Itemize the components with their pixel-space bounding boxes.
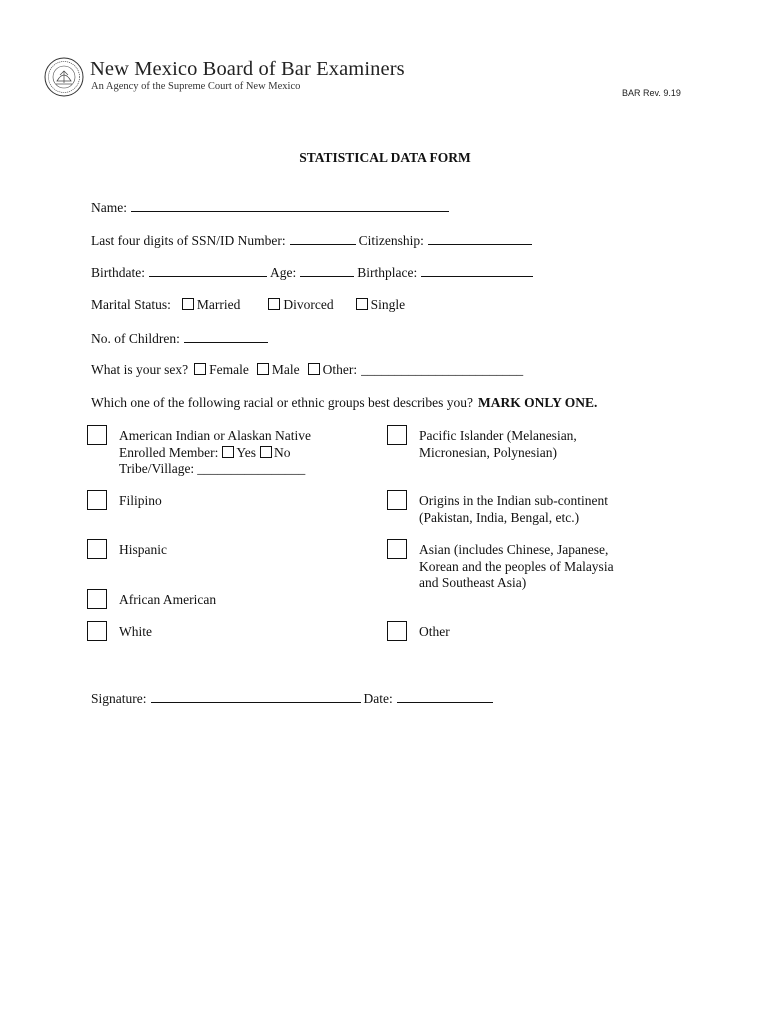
- enrolled-yes-label: Yes: [236, 444, 257, 460]
- race-instruction: MARK ONLY ONE.: [478, 395, 598, 410]
- ssn-row: [91, 232, 535, 249]
- org-subtitle: An Agency of the Supreme Court of New Mexico: [91, 81, 301, 92]
- race-question: Which one of the following racial or ethnic groups best describes you?: [91, 395, 474, 410]
- asian-option: [419, 542, 614, 592]
- single-checkbox[interactable]: [356, 298, 368, 310]
- single-label: Single: [370, 297, 406, 312]
- signature-field[interactable]: [151, 690, 361, 703]
- other-sex-checkbox[interactable]: [308, 363, 320, 375]
- enrolled-member-row: [119, 445, 311, 462]
- sex-label: What is your sex?: [91, 362, 189, 377]
- white-checkbox[interactable]: [87, 621, 107, 641]
- indian-subcontinent-line2: (Pakistan, India, Bengal, etc.): [419, 509, 580, 525]
- ssn-field[interactable]: [290, 232, 356, 245]
- other-sex-field[interactable]: ________________________: [361, 362, 524, 377]
- name-field[interactable]: [131, 199, 449, 212]
- tribe-row: [119, 461, 311, 478]
- marital-row: [91, 297, 405, 313]
- african-american-label: African American: [119, 592, 217, 607]
- enrolled-no-checkbox[interactable]: [260, 446, 272, 458]
- asian-line1: Asian (includes Chinese, Japanese,: [419, 542, 609, 557]
- indian-subcontinent-option: [419, 493, 608, 526]
- enrolled-member-label: Enrolled Member:: [119, 444, 219, 460]
- birthplace-field[interactable]: [421, 264, 533, 277]
- name-label: Name:: [91, 200, 127, 215]
- ssn-label: Last four digits of SSN/ID Number:: [91, 233, 286, 248]
- african-american-checkbox[interactable]: [87, 589, 107, 609]
- asian-line2: Korean and the peoples of Malaysia: [419, 558, 614, 574]
- female-label: Female: [209, 362, 249, 377]
- pacific-islander-option: [419, 428, 577, 461]
- children-row: [91, 330, 271, 347]
- pacific-islander-checkbox[interactable]: [387, 425, 407, 445]
- pacific-islander-line2: Micronesian, Polynesian): [419, 444, 557, 460]
- other-group-checkbox[interactable]: [387, 621, 407, 641]
- white-label: White: [119, 624, 152, 639]
- american-indian-label: American Indian or Alaskan Native: [119, 428, 311, 443]
- american-indian-option: [119, 428, 311, 478]
- children-label: No. of Children:: [91, 331, 180, 346]
- other-group-label: Other: [419, 624, 450, 639]
- name-row: [91, 199, 452, 216]
- children-field[interactable]: [184, 330, 268, 343]
- other-sex-label: Other:: [322, 362, 358, 377]
- indian-subcontinent-checkbox[interactable]: [387, 490, 407, 510]
- asian-checkbox[interactable]: [387, 539, 407, 559]
- tribe-label: Tribe/Village:: [119, 461, 195, 476]
- birthdate-label: Birthdate:: [91, 265, 145, 280]
- indian-subcontinent-line1: Origins in the Indian sub-continent: [419, 493, 608, 508]
- birth-row: [91, 264, 536, 281]
- birthdate-field[interactable]: [149, 264, 267, 277]
- birthplace-label: Birthplace:: [357, 265, 418, 280]
- male-checkbox[interactable]: [257, 363, 269, 375]
- filipino-label: Filipino: [119, 493, 162, 508]
- hispanic-checkbox[interactable]: [87, 539, 107, 559]
- female-checkbox[interactable]: [194, 363, 206, 375]
- age-field[interactable]: [300, 264, 354, 277]
- pacific-islander-line1: Pacific Islander (Melanesian,: [419, 428, 577, 443]
- tribe-field[interactable]: ________________: [197, 461, 306, 476]
- filipino-checkbox[interactable]: [87, 490, 107, 510]
- citizenship-field[interactable]: [428, 232, 532, 245]
- married-label: Married: [196, 297, 241, 312]
- american-indian-checkbox[interactable]: [87, 425, 107, 445]
- signature-label: Signature:: [91, 691, 147, 706]
- hispanic-label: Hispanic: [119, 542, 167, 557]
- form-title: STATISTICAL DATA FORM: [299, 150, 471, 165]
- marital-label: Marital Status:: [91, 297, 171, 312]
- asian-line3: and Southeast Asia): [419, 575, 527, 590]
- divorced-label: Divorced: [283, 297, 334, 312]
- org-name: New Mexico Board of Bar Examiners: [90, 58, 405, 80]
- signature-row: [91, 690, 496, 707]
- married-checkbox[interactable]: [182, 298, 194, 310]
- revision-label: BAR Rev. 9.19: [622, 88, 681, 98]
- citizenship-label: Citizenship:: [358, 233, 424, 248]
- board-seal-logo: [44, 57, 84, 97]
- enrolled-yes-checkbox[interactable]: [222, 446, 234, 458]
- divorced-checkbox[interactable]: [268, 298, 280, 310]
- date-label: Date:: [363, 691, 393, 706]
- age-label: Age:: [270, 265, 297, 280]
- race-question-row: [91, 395, 597, 411]
- enrolled-no-label: No: [274, 444, 291, 460]
- sex-row: [91, 362, 523, 378]
- male-label: Male: [271, 362, 300, 377]
- date-field[interactable]: [397, 690, 493, 703]
